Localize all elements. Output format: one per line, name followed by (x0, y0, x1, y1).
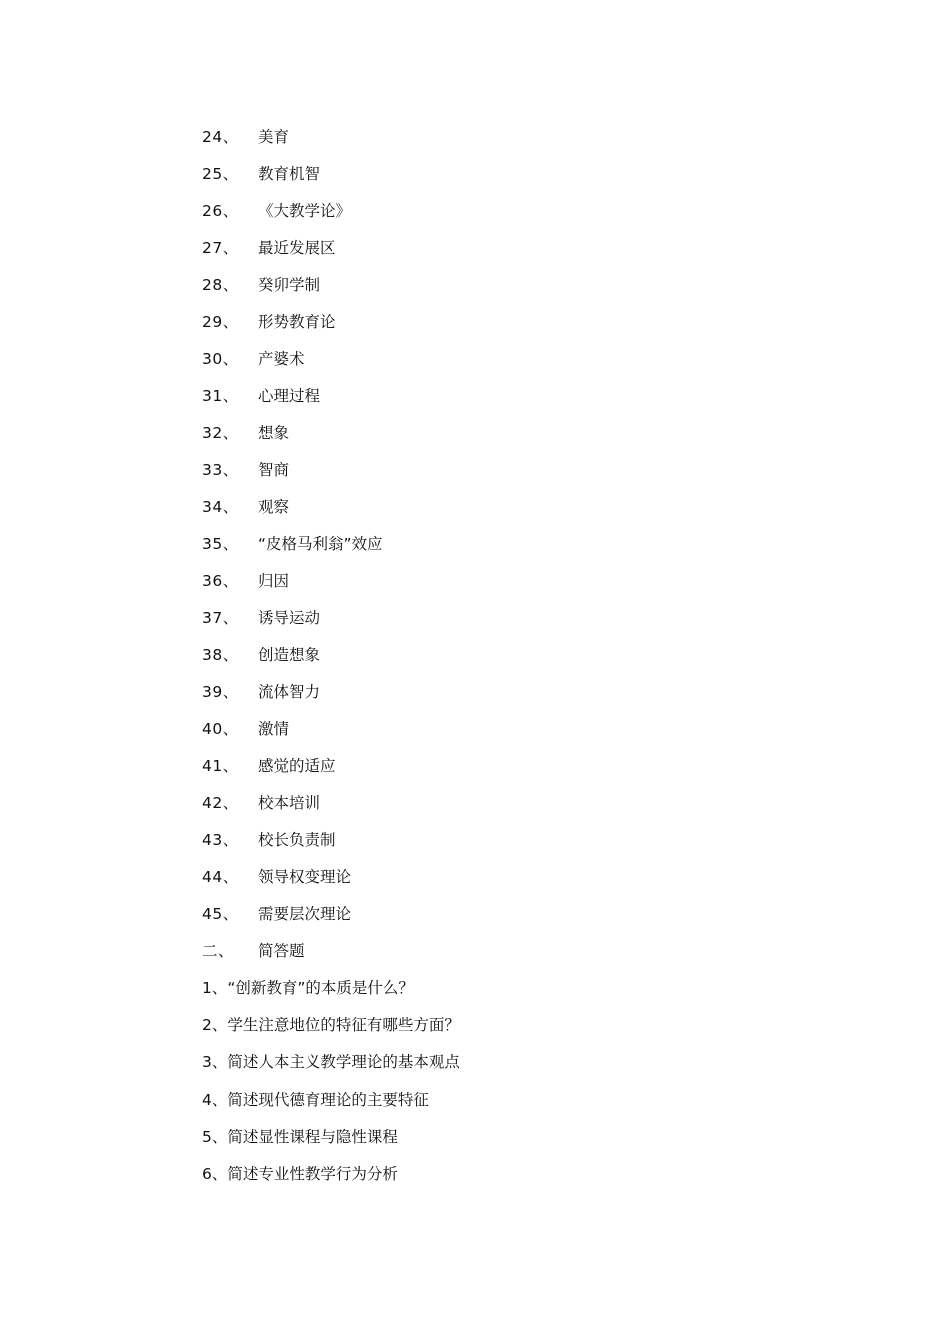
term-text: 心理过程 (258, 387, 321, 405)
term-text: 形势教育论 (258, 313, 336, 331)
term-text: 诱导运动 (258, 609, 321, 627)
term-text: 流体智力 (258, 683, 321, 701)
term-item (202, 642, 802, 679)
question-item: 3、简述人本主义教学理论的基本观点 (202, 1053, 460, 1072)
term-text: 归因 (258, 572, 290, 590)
term-number: 45、 (202, 905, 239, 923)
question-item: 2、学生注意地位的特征有哪些方面？ (202, 1016, 460, 1035)
term-text: 教育机智 (258, 165, 321, 183)
term-number: 29、 (202, 313, 239, 331)
term-item (202, 716, 802, 753)
term-number: 42、 (202, 794, 239, 812)
term-number: 33、 (202, 461, 239, 479)
term-number: 26、 (202, 202, 239, 220)
term-item (202, 494, 802, 531)
term-item (202, 161, 802, 198)
term-item (202, 568, 802, 605)
term-text: 想象 (258, 424, 290, 442)
term-item (202, 827, 802, 864)
term-item (202, 309, 802, 346)
term-item (202, 272, 802, 309)
term-item (202, 679, 802, 716)
term-text: 创造想象 (258, 646, 321, 664)
term-text: 校长负责制 (258, 831, 336, 849)
term-item (202, 531, 802, 568)
term-number: 38、 (202, 646, 239, 664)
term-item (202, 605, 802, 642)
term-number: 24、 (202, 128, 239, 146)
section-title: 简答题 (258, 942, 305, 960)
question-item: 6、简述专业性教学行为分析 (202, 1164, 398, 1183)
section-heading (202, 938, 802, 975)
term-text: 癸卯学制 (258, 276, 321, 294)
term-text: 需要层次理论 (258, 905, 352, 923)
question-item: 4、简述现代德育理论的主要特征 (202, 1090, 429, 1109)
term-number: 27、 (202, 239, 239, 257)
term-item (202, 383, 802, 420)
term-item (202, 790, 802, 827)
term-text: 产婆术 (258, 350, 305, 368)
term-number: 25、 (202, 165, 239, 183)
term-text: 感觉的适应 (258, 757, 336, 775)
question-item: 1、“创新教育”的本质是什么？ (202, 979, 414, 997)
term-number: 43、 (202, 831, 239, 849)
term-item (202, 753, 802, 790)
term-item (202, 198, 802, 235)
term-text: 观察 (258, 498, 290, 516)
term-number: 36、 (202, 572, 239, 590)
term-number: 39、 (202, 683, 239, 701)
term-text: 校本培训 (258, 794, 321, 812)
term-text: “皮格马利翁”效应 (258, 535, 383, 553)
term-item (202, 901, 802, 938)
term-text: 智商 (258, 461, 290, 479)
term-number: 44、 (202, 868, 239, 886)
term-item (202, 124, 802, 161)
term-text: 领导权变理论 (258, 868, 352, 886)
term-text: 美育 (258, 128, 290, 146)
term-text: 最近发展区 (258, 239, 336, 257)
term-number: 35、 (202, 535, 239, 553)
term-number: 37、 (202, 609, 239, 627)
term-item (202, 420, 802, 457)
term-number: 40、 (202, 720, 239, 738)
term-item (202, 864, 802, 901)
term-number: 30、 (202, 350, 239, 368)
term-item (202, 235, 802, 272)
term-number: 31、 (202, 387, 239, 405)
term-number: 41、 (202, 757, 239, 775)
term-number: 34、 (202, 498, 239, 516)
term-text: 激情 (258, 720, 290, 738)
term-text: 《大教学论》 (258, 202, 352, 220)
term-number: 32、 (202, 424, 239, 442)
term-number: 28、 (202, 276, 239, 294)
term-item (202, 346, 802, 383)
question-item: 5、简述显性课程与隐性课程 (202, 1127, 398, 1146)
section-number: 二、 (202, 942, 235, 960)
content-list (202, 124, 802, 1198)
term-item (202, 457, 802, 494)
